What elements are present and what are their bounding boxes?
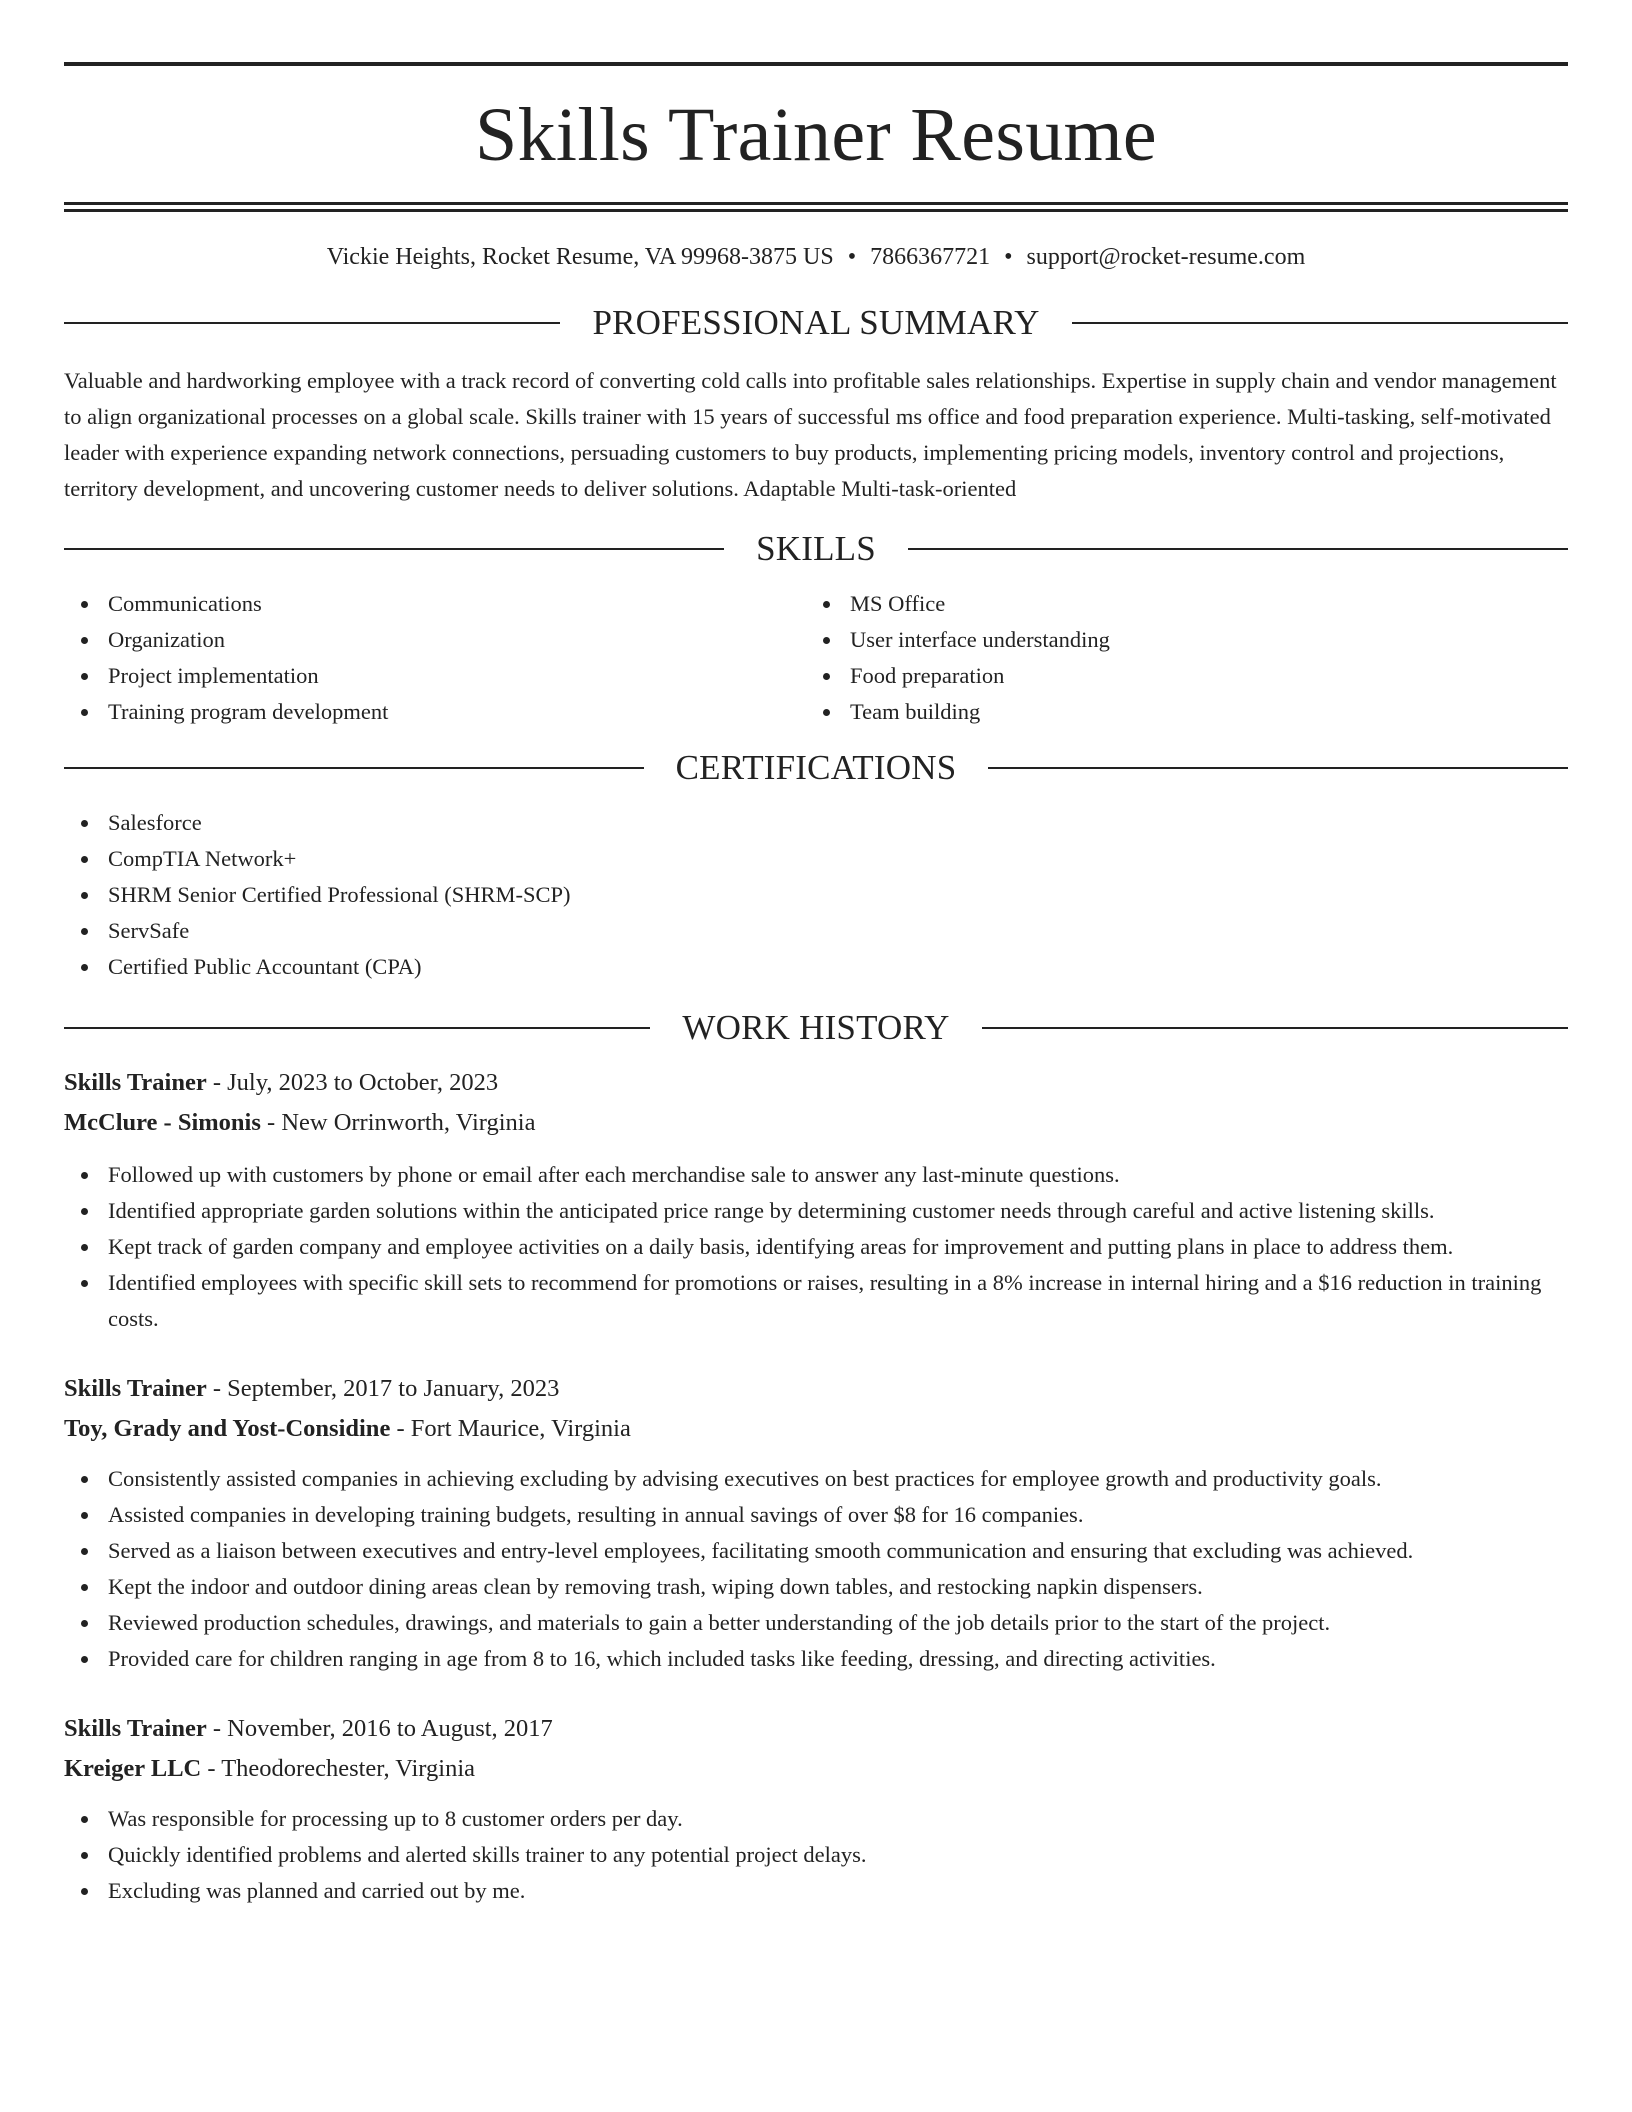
skills-heading-label: SKILLS [756, 529, 876, 568]
skill-item: Communications [108, 586, 806, 622]
work-history-heading-label: WORK HISTORY [682, 1008, 950, 1047]
work-history-heading [64, 1003, 1568, 1053]
skills-heading [64, 524, 1568, 574]
job-bullet: Kept track of garden company and employee activities on a daily basis, identifying areas for improvement and putting plans in place to address them. [108, 1229, 1568, 1265]
skill-item: Team building [850, 694, 1548, 730]
certification-item: Salesforce [108, 805, 1568, 841]
job-bullet: Assisted companies in developing training budgets, resulting in annual savings of over $8 for 16 companies. [108, 1497, 1568, 1533]
job-bullet: Reviewed production schedules, drawings, and materials to gain a better understanding of the job details prior to the start of the project. [108, 1605, 1568, 1641]
certification-item: SHRM Senior Certified Professional (SHRM-SCP) [108, 877, 1568, 913]
heading-rule-left [64, 322, 560, 324]
skill-item: Project implementation [108, 658, 806, 694]
job-entry [64, 1709, 1568, 1909]
summary-heading-label: PROFESSIONAL SUMMARY [592, 303, 1040, 342]
certification-item: CompTIA Network+ [108, 841, 1568, 877]
job-company-line [64, 1409, 1568, 1449]
contact-email[interactable]: support@rocket-resume.com [1026, 244, 1306, 270]
skills-column-right [806, 586, 1548, 730]
job-title-line [64, 1709, 1568, 1749]
title-double-rule [64, 202, 1568, 212]
heading-rule-right [988, 767, 1568, 769]
top-rule [64, 62, 1568, 66]
job-title-line [64, 1369, 1568, 1409]
job-bullet: Was responsible for processing up to 8 customer orders per day. [108, 1801, 1568, 1837]
resume-page [64, 0, 1568, 1909]
job-location: - New Orrinworth, Virginia [260, 1109, 536, 1136]
skill-item: MS Office [850, 586, 1548, 622]
job-company-line [64, 1749, 1568, 1789]
job-title: Skills Trainer [64, 1069, 207, 1096]
job-bullets [64, 1801, 1568, 1909]
summary-heading [64, 298, 1568, 348]
contact-phone[interactable]: 7866367721 [870, 244, 991, 270]
heading-rule-left [64, 1027, 650, 1029]
heading-rule-right [1072, 322, 1568, 324]
job-bullet: Consistently assisted companies in achieving excluding by advising executives on best practices for employee growth and productivity goals. [108, 1461, 1568, 1497]
contact-line [64, 242, 1568, 272]
skills-list [64, 586, 1568, 730]
skill-item: Food preparation [850, 658, 1548, 694]
job-dates: - September, 2017 to January, 2023 [206, 1375, 560, 1402]
contact-separator: • [847, 244, 857, 270]
job-location: - Theodorechester, Virginia [201, 1755, 476, 1782]
job-bullets [64, 1461, 1568, 1677]
job-entry [64, 1369, 1568, 1677]
job-bullets [64, 1157, 1568, 1337]
job-location: - Fort Maurice, Virginia [390, 1415, 631, 1442]
job-company: McClure - Simonis [64, 1109, 261, 1136]
job-bullet: Identified appropriate garden solutions within the anticipated price range by determining customer needs through careful and active listening skills. [108, 1193, 1568, 1229]
job-company: Kreiger LLC [64, 1755, 202, 1782]
skill-item: Training program development [108, 694, 806, 730]
job-bullet: Excluding was planned and carried out by me. [108, 1873, 1568, 1909]
heading-rule-left [64, 548, 724, 550]
certification-item: Certified Public Accountant (CPA) [108, 949, 1568, 985]
job-bullet: Served as a liaison between executives and entry-level employees, facilitating smooth communication and ensuring that excluding was achieved. [108, 1533, 1568, 1569]
heading-rule-right [908, 548, 1568, 550]
job-company-line [64, 1103, 1568, 1143]
job-company: Toy, Grady and Yost-Considine [64, 1415, 391, 1442]
certifications-heading [64, 743, 1568, 793]
job-title-line [64, 1063, 1568, 1103]
skill-item: Organization [108, 622, 806, 658]
contact-separator: • [1004, 244, 1013, 270]
certifications-list [64, 805, 1568, 985]
skills-column-left [64, 586, 806, 730]
job-dates: - November, 2016 to August, 2017 [206, 1715, 553, 1742]
job-bullet: Kept the indoor and outdoor dining areas clean by removing trash, wiping down tables, and restocking napkin dispensers. [108, 1569, 1568, 1605]
job-bullet: Quickly identified problems and alerted skills trainer to any potential project delays. [108, 1837, 1568, 1873]
resume-title: Skills Trainer Resume [475, 93, 1157, 177]
job-title: Skills Trainer [64, 1375, 207, 1402]
job-bullet: Followed up with customers by phone or email after each merchandise sale to answer any last-minute questions. [108, 1157, 1568, 1193]
job-bullet: Provided care for children ranging in age from 8 to 16, which included tasks like feeding, dressing, and directing activities. [108, 1641, 1568, 1677]
job-dates: - July, 2023 to October, 2023 [206, 1069, 499, 1096]
job-title: Skills Trainer [64, 1715, 207, 1742]
skill-item: User interface understanding [850, 622, 1548, 658]
certifications-heading-label: CERTIFICATIONS [675, 748, 957, 787]
job-bullet: Identified employees with specific skill sets to recommend for promotions or raises, resulting in a 8% increase in internal hiring and a $16 reduction in training costs. [108, 1265, 1568, 1337]
contact-address: Vickie Heights, Rocket Resume, VA 99968-3875 US [326, 244, 834, 270]
heading-rule-left [64, 767, 644, 769]
summary-text: Valuable and hardworking employee with a track record of converting cold calls into profitable sales relationships. Expertise in supply chain and vendor management to align organizational processes on a global scale. Skills trainer with 15 years of successful ms office and food preparation experience. Multi-tasking, self-motivated leader with experience expanding network connections, persuading customers to buy products, implementing pricing models, inventory control and projections, territory development, and uncovering customer needs to deliver solutions. Adaptable Multi-task-oriented [64, 368, 1557, 501]
job-entry [64, 1063, 1568, 1337]
heading-rule-right [982, 1027, 1568, 1029]
certification-item: ServSafe [108, 913, 1568, 949]
